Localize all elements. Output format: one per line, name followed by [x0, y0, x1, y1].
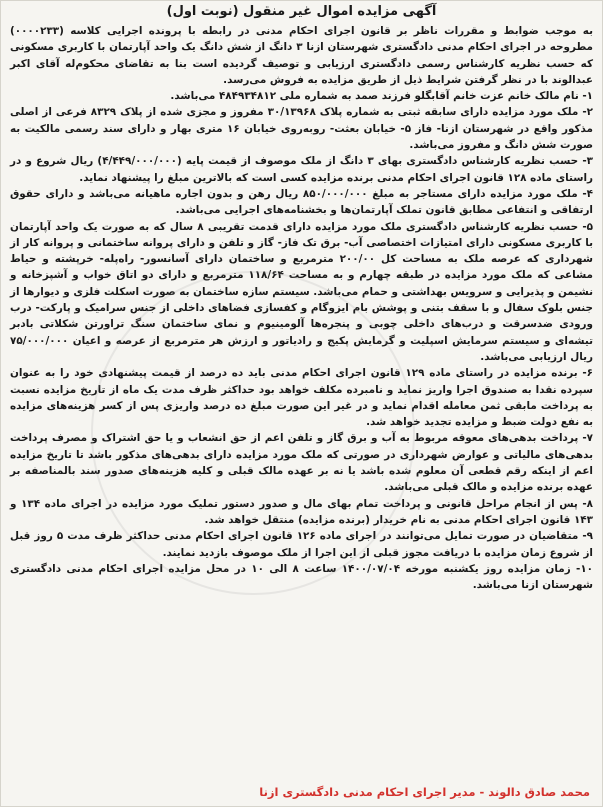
clause-9: ۹- متقاضیان در صورت تمایل می‌توانند در اجرای ماده ۱۲۶ قانون اجرای احکام مدنی حداکثر ظرف مدت ۵ روز قبل از شروع زمان مزایده با دریافت مجوز قبلی از این اجرا از ملک موصوف بازدید نمایند. [10, 530, 593, 559]
clause-2: ۲- ملک مورد مزایده دارای سابقه ثبتی به شماره پلاک ۳۰/۱۳۹۶۸ مفروز و مجزی شده از پلاک ۸۳۲۹ فرعی از اصلی مذکور واقع در شهرستان ازنا- فاز ۵- خیابان بعثت- روبه‌روی خیابان ۱۶ متری بهار و دارای سند رسمی مالکیت به صورت شش دانگ و مفروز می‌باشد. [10, 106, 593, 152]
clause-5: ۵- حسب نظریه کارشناس دادگستری ملک مورد مزایده دارای قدمت تقریبی ۸ سال که به صورت یک واحد آپارتمان با کاربری مسکونی دارای امتیازات اختصاصی آب- برق تک فاز- گاز و تلفن و دارای پروانه ساختمانی و پروانه کار از شهرداری که عرصه ملک به مساحت کل ۲۰۰/۰۰ مترمربع و ساختمان دارای آسانسور- راه‌پله- خرپشته و حیاط مشاعی که ملک مورد مزایده در طبقه چهارم و به مساحت ۱۱۸/۶۴ مترمربع و دارای دو اتاق خواب و آشپزخانه و نشیمن و پذیرایی و سرویس بهداشتی و حمام می‌باشد. سیستم سازه ساختمان به صورت اسکلت فلزی و دیوارها از جنس بلوک سفال و با سقف بتنی و پوشش بام ایزوگام و کفسازی فضاهای داخلی از جنس سرامیک و پارکت- درب ورودی ضدسرقت و درب‌های داخلی چوبی و پنجره‌ها آلومینیوم و نمای ساختمان سنگ تراورتن شکلاتی بادبر تیشه‌ای و سیستم سرمایش اسپلیت و گرمایش پکیج و رادیاتور و ارزش هر مترمربع از عرصه و اعیان ۷۵/۰۰۰/۰۰۰ ریال ارزیابی می‌باشد. [10, 220, 593, 363]
clause-4: ۴- ملک مورد مزایده دارای مستاجر به مبلغ ۸۵۰/۰۰۰/۰۰۰ ریال رهن و بدون اجاره ماهیانه می‌باشد و دارای حقوق ارتفاقی و انتفاعی مطابق قانون تملک آپارتمان‌ها و بخشنامه‌های اجرایی می‌باشد. [10, 187, 593, 217]
intro-paragraph: به موجب ضوابط و مقررات ناظر بر قانون اجرای احکام مدنی در رابطه با پرونده اجرایی کلاسه (۰۰۰۰۲۳۳) مطروحه در اجرای احکام مدنی دادگستری شهرستان ازنا ۳ دانگ از شش دانگ یک واحد آپارتمان با کاربری مسکونی که حسب نظریه کارشناس رسمی دادگستری ارزیابی و توصیف گردیده است بنا به تقاضای محکوم‌له آقای اکبر عبدالوند با در نظر گرفتن شرایط ذیل از طریق مزایده به فروش می‌رسد. [10, 25, 593, 86]
clause-6: ۶- برنده مزایده در راستای ماده ۱۲۹ قانون اجرای احکام مدنی باید ده درصد از قیمت پیشنهادی خود را به عنوان سپرده نقدا به صندوق اجرا واریز نماید و نامبرده مکلف خواهد بود حداکثر ظرف مدت یک ماه از تاریخ مزایده نسبت به پرداخت مابقی ثمن معامله اقدام نماید و در غیر این صورت مبلغ ده درصد واریزی پس از کسر هزینه‌های مزایده به نفع دولت ضبط و مزایده تجدید خواهد شد. [10, 367, 593, 429]
clause-3: ۳- حسب نظریه کارشناس دادگستری بهای ۳ دانگ از ملک موصوف از قیمت پایه (۴/۴۴۹/۰۰۰/۰۰۰) ریال شروع و در راستای ماده ۱۲۸ قانون اجرای احکام مدنی برنده مزایده کسی است که بالاترین مبلغ را پیشنهاد نماید. [10, 155, 593, 184]
clause-10: ۱۰- زمان مزایده روز یکشنبه مورخه ۱۴۰۰/۰۷/۰۴ ساعت ۸ الی ۱۰ در محل مزایده اجرای احکام مدنی دادگستری شهرستان ازنا می‌باشد. [10, 562, 593, 592]
signature-line: محمد صادق دالوند - مدیر اجرای احکام مدنی دادگستری ازنا [259, 785, 590, 799]
notice-title: آگهی مزایده اموال غیر منقول (نوبت اول) [166, 4, 437, 19]
notice-body [1, 23, 602, 593]
clause-8: ۸- پس از انجام مراحل قانونی و پرداخت تمام بهای مال و صدور دستور تملیک مورد مزایده در اجرای ماده ۱۳۴ و ۱۴۳ قانون اجرای احکام مدنی به نام خریدار (برنده مزایده) منتقل خواهد شد. [10, 497, 593, 526]
clause-1: ۱- نام مالک خانم عزت خانم آقابگلو فرزند صمد به شماره ملی ۴۸۴۹۳۴۸۱۲ می‌باشد. [170, 90, 593, 103]
clause-7: ۷- پرداخت بدهی‌های معوقه مربوط به آب و برق گاز و تلفن اعم از حق انشعاب و یا حق اشتراک و مصرف پرداخت بدهی‌های مالیاتی و عوارض شهرداری در صورتی که ملک مورد مزایده دارای بدهی‌های مذکور باشد تا تاریخ مزایده اعم از اینکه رقم قطعی آن معلوم شده باشد یا نه بر عهده مالک قبلی و کلیه هزینه‌های صدور سند بالمناصفه بر عهده برنده مزایده و مالک قبلی می‌باشد. [10, 432, 593, 494]
